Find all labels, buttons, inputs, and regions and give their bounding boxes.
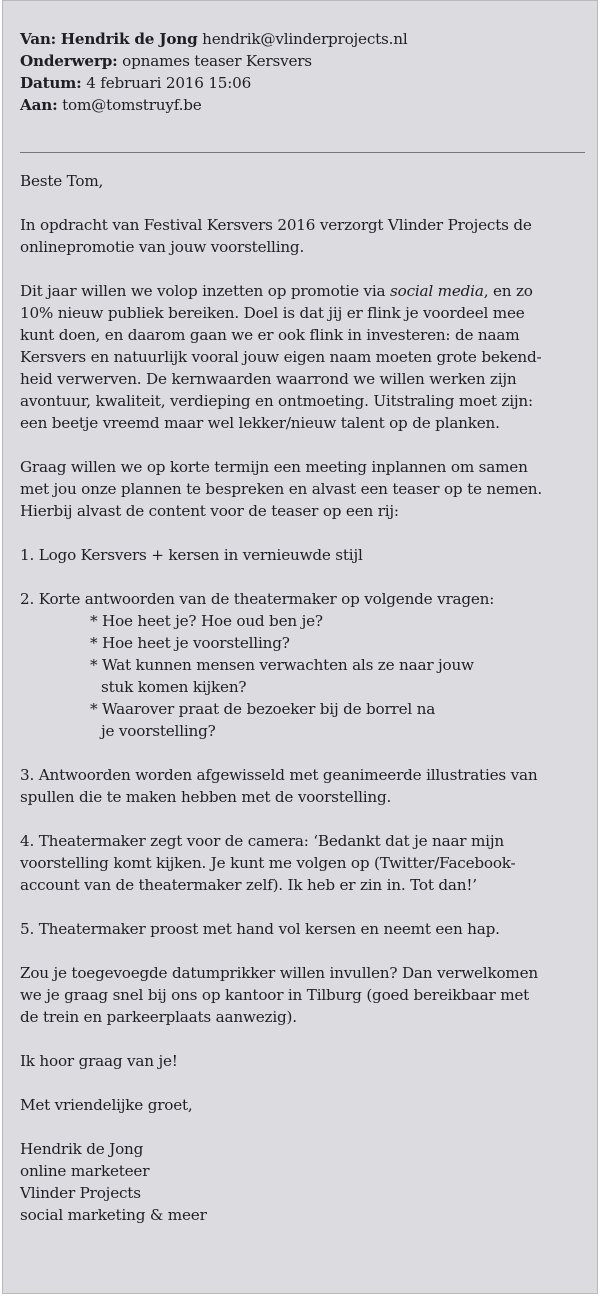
question-line: * Hoe heet je voorstelling? bbox=[90, 634, 290, 652]
date-line bbox=[20, 72, 590, 94]
signature-role: online marketeer bbox=[20, 1162, 150, 1180]
text-line: voorstelling komt kijken. Je kunt me volgen op (Twitter/Facebook- bbox=[20, 854, 516, 872]
question-line: * Wat kunnen mensen verwachten als ze naar jouw bbox=[90, 656, 474, 674]
to-label: Aan: bbox=[20, 96, 58, 114]
subject-line bbox=[20, 50, 590, 72]
list-item-5 bbox=[20, 918, 588, 940]
question-line: stuk komen kijken? bbox=[101, 678, 247, 696]
list-item-3 bbox=[20, 764, 588, 808]
header-divider bbox=[20, 152, 585, 153]
paragraph-meeting bbox=[20, 456, 588, 522]
text-line: een beetje vreemd maar wel lekker/nieuw talent op de planken. bbox=[20, 414, 500, 432]
from-label: Van: bbox=[20, 30, 57, 48]
text-line: Zou je toegevoegde datumprikker willen invullen? Dan verwelkomen bbox=[20, 964, 538, 982]
subject-label: Onderwerp: bbox=[20, 52, 118, 70]
greeting bbox=[20, 170, 588, 192]
text-line: spullen die te maken hebben met de voorstelling. bbox=[20, 788, 392, 806]
paragraph-datumprikker bbox=[20, 962, 588, 1028]
text-line: avontuur, kwaliteit, verdieping en ontmoeting. Uitstraling moet zijn: bbox=[20, 392, 533, 410]
list-item-1 bbox=[20, 544, 588, 566]
text-line: Graag willen we op korte termijn een meeting inplannen om samen bbox=[20, 458, 528, 476]
subject-value: opnames teaser Kersvers bbox=[122, 52, 312, 70]
text-line: met jou onze plannen te bespreken en alvast een teaser op te nemen. bbox=[20, 480, 542, 498]
text-line-social-media bbox=[20, 280, 588, 302]
question-line: * Waarover praat de bezoeker bij de borrel na bbox=[90, 700, 436, 718]
text-line: Ik hoor graag van je! bbox=[20, 1052, 178, 1070]
signature-tagline: social marketing & meer bbox=[20, 1206, 207, 1224]
text-line: heid verwerven. De kernwaarden waarrond we willen werken zijn bbox=[20, 370, 517, 388]
from-email: hendrik@vlinderprojects.nl bbox=[202, 30, 408, 48]
list-item-4 bbox=[20, 830, 588, 896]
date-label: Datum: bbox=[20, 74, 82, 92]
signature-company: Vlinder Projects bbox=[20, 1184, 141, 1202]
text-line: 4. Theatermaker zegt voor de camera: ‘Bedankt dat je naar mijn bbox=[20, 832, 504, 850]
from-line bbox=[20, 28, 590, 50]
paragraph-social-media bbox=[20, 280, 588, 434]
text-line: 10% nieuw publiek bereiken. Doel is dat jij er flink je voordeel mee bbox=[20, 304, 525, 322]
text-fragment: Dit jaar willen we volop inzetten op promotie via social media, en zo bbox=[20, 282, 533, 300]
closing-line-1 bbox=[20, 1050, 588, 1072]
list-item-2 bbox=[20, 588, 588, 742]
text-line: 3. Antwoorden worden afgewisseld met geanimeerde illustraties van bbox=[20, 766, 538, 784]
text-line: account van de theatermaker zelf). Ik heb er zin in. Tot dan!’ bbox=[20, 876, 477, 894]
date-value: 4 februari 2016 15:06 bbox=[86, 74, 252, 92]
signature bbox=[20, 1138, 588, 1226]
text-line: onlinepromotie van jouw voorstelling. bbox=[20, 238, 305, 256]
text-line: kunt doen, en daarom gaan we er ook flink in investeren: de naam bbox=[20, 326, 520, 344]
text-line: Kersvers en natuurlijk vooral jouw eigen naam moeten grote bekend- bbox=[20, 348, 542, 366]
email-header bbox=[20, 28, 590, 116]
to-line bbox=[20, 94, 590, 116]
greeting-text: Beste Tom, bbox=[20, 172, 104, 190]
text-line: 2. Korte antwoorden van de theatermaker op volgende vragen: bbox=[20, 590, 495, 608]
closing-line-2 bbox=[20, 1094, 588, 1116]
question-line: je voorstelling? bbox=[101, 722, 216, 740]
email-printout bbox=[2, 0, 598, 1294]
text-line: Hierbij alvast de content voor de teaser op een rij: bbox=[20, 502, 399, 520]
text-line: 1. Logo Kersvers + kersen in vernieuwde stijl bbox=[20, 546, 363, 564]
text-line: In opdracht van Festival Kersvers 2016 verzorgt Vlinder Projects de bbox=[20, 216, 532, 234]
paragraph-intro bbox=[20, 214, 588, 258]
text-line: Met vriendelijke groet, bbox=[20, 1096, 193, 1114]
signature-name: Hendrik de Jong bbox=[20, 1140, 144, 1158]
text-line: de trein en parkeerplaats aanwezig). bbox=[20, 1008, 297, 1026]
question-line: * Hoe heet je? Hoe oud ben je? bbox=[90, 612, 323, 630]
email-body bbox=[20, 170, 588, 1248]
text-line: we je graag snel bij ons op kantoor in Tilburg (goed bereikbaar met bbox=[20, 986, 530, 1004]
to-value: tom@tomstruyf.be bbox=[62, 96, 202, 114]
from-name: Hendrik de Jong bbox=[60, 30, 198, 48]
text-line: 5. Theatermaker proost met hand vol kersen en neemt een hap. bbox=[20, 920, 500, 938]
